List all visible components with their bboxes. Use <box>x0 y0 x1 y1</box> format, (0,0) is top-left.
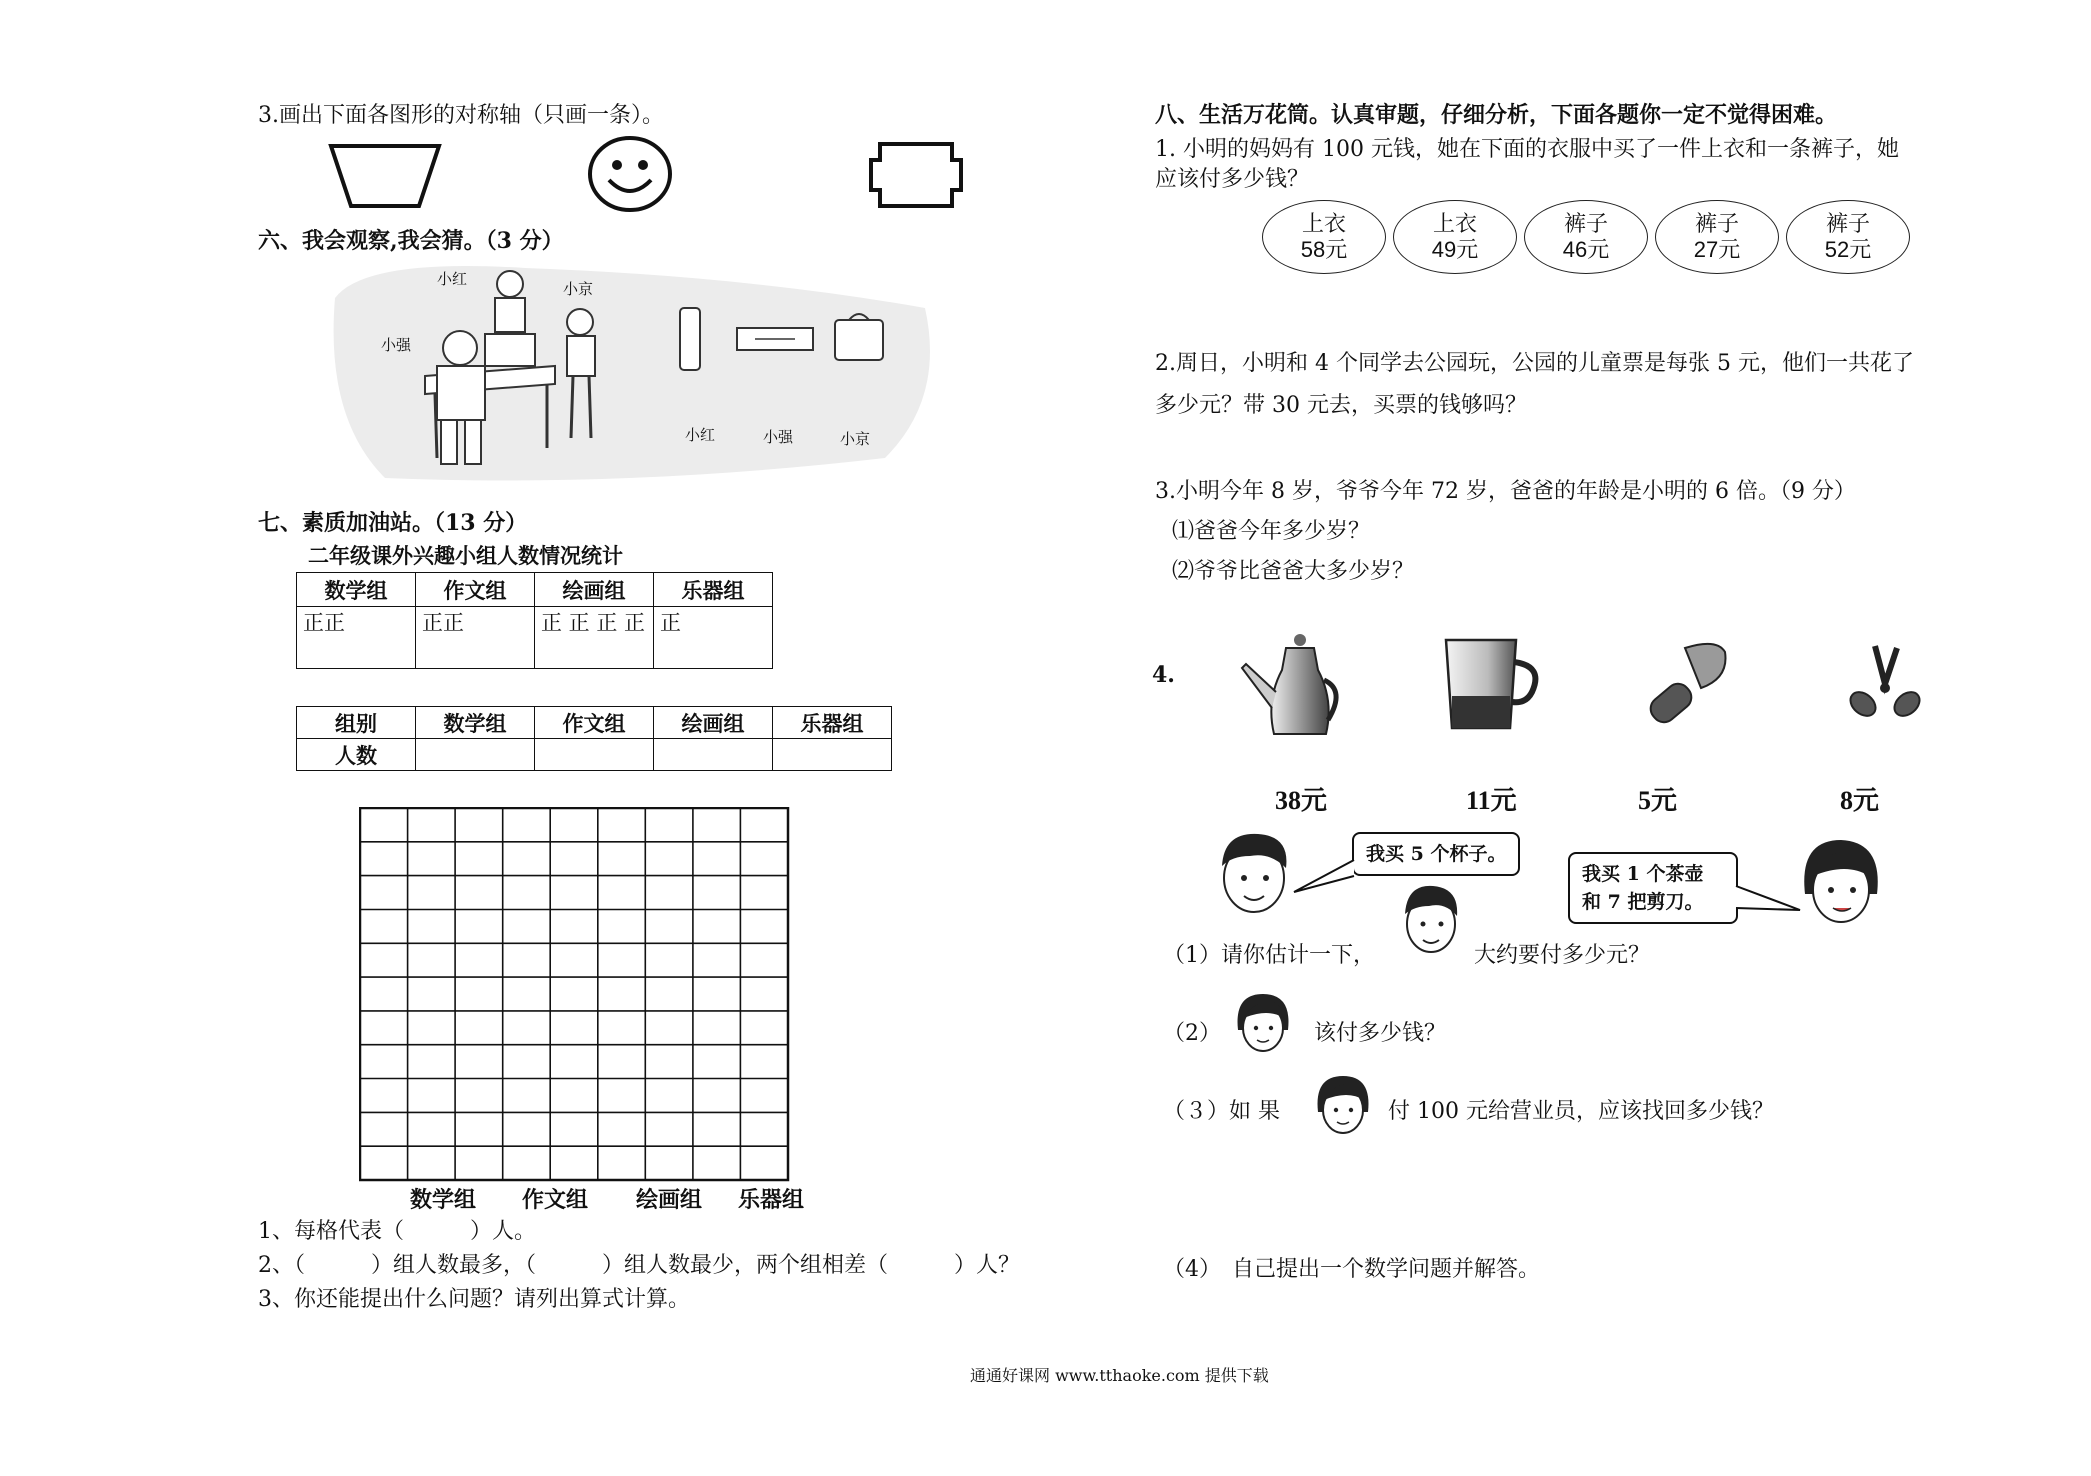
blank-chart-grid[interactable] <box>359 807 791 1183</box>
tally-cell-math: 正正 <box>297 607 416 669</box>
scissors-icon <box>1835 636 1935 736</box>
question-1: 1、每格代表（ ）人。 <box>258 1219 536 1244</box>
footer-credit: 通通好课网 www.tthaoke.com 提供下载 <box>970 1366 1269 1385</box>
problem-4-q4: （4） 自己提出一个数学问题并解答。 <box>1163 1257 1540 1282</box>
q3-title: 3.画出下面各图形的对称轴（只画一条）。 <box>258 103 664 128</box>
label-xiaoqiang: 小强 <box>381 336 412 354</box>
table1-title: 二年级课外兴趣小组人数情况统计 <box>308 543 623 568</box>
problem-4-label: 4. <box>1152 662 1175 688</box>
clothes-name-1: 上衣 <box>1301 211 1346 236</box>
teapot-icon <box>1238 630 1348 740</box>
girl-avatar-small-2 <box>1312 1072 1374 1138</box>
clothes-oval-3 <box>1524 200 1648 274</box>
tally-cell-drawing: 正 正 正 正 <box>535 607 654 669</box>
count-cell-writing[interactable] <box>535 739 654 771</box>
tally-header-drawing: 绘画组 <box>535 573 654 607</box>
clothes-price-5: 52元 <box>1824 237 1872 262</box>
clothes-oval-4 <box>1655 200 1779 274</box>
problem-4-q2-start: （2） <box>1163 1021 1221 1046</box>
speech-tail-girl <box>1734 882 1804 922</box>
item-label-2: 小强 <box>763 428 794 446</box>
problem-3-sub-1: ⑴爸爸今年多少岁？ <box>1172 519 1371 544</box>
price-scissors: 8元 <box>1840 786 1880 815</box>
problem-3-line-1: 3.小明今年 8 岁，爷爷今年 72 岁，爸爸的年龄是小明的 6 倍。（9 分） <box>1155 479 1856 504</box>
speech-girl-line-2: 和 7 把剪刀。 <box>1582 891 1704 913</box>
problem-1-line-1: 1. 小明的妈妈有 100 元钱，她在下面的衣服中买了一件上衣和一条裤子，她 <box>1155 137 1899 162</box>
grid-label-drawing: 绘画组 <box>636 1187 703 1213</box>
count-header-music: 乐器组 <box>773 707 892 739</box>
trapezoid-shape <box>325 138 445 216</box>
cup-icon <box>1440 632 1550 732</box>
speech-tail-boy <box>1290 858 1360 898</box>
question-2: 2、（ ）组人数最多，（ ）组人数最少，两个组相差（ ）人？ <box>258 1253 1020 1278</box>
count-cell-math[interactable] <box>416 739 535 771</box>
item-label-1: 小红 <box>685 426 716 444</box>
cross-shape <box>865 138 967 212</box>
problem-2-line-2: 多少元？带 30 元去，买票的钱够吗？ <box>1155 393 1527 418</box>
count-cell-drawing[interactable] <box>654 739 773 771</box>
grid-label-writing: 作文组 <box>522 1187 589 1213</box>
count-table <box>296 706 892 771</box>
count-header-writing: 作文组 <box>535 707 654 739</box>
boy-avatar <box>1210 826 1298 918</box>
problem-2-line-1: 2.周日，小明和 4 个同学去公园玩，公园的儿童票是每张 5 元，他们一共花了 <box>1155 351 1914 376</box>
item-label-3: 小京 <box>840 430 871 448</box>
speech-bubble-girl <box>1568 852 1738 924</box>
speech-girl-line-1: 我买 1 个茶壶 <box>1582 863 1704 885</box>
problem-4-q1-end: 大约要付多少元？ <box>1474 943 1651 968</box>
clothes-price-2: 49元 <box>1431 237 1479 262</box>
tally-header-math: 数学组 <box>297 573 416 607</box>
problem-1-line-2: 应该付多少钱？ <box>1155 167 1310 192</box>
section-7-title: 七、素质加油站。（13 分） <box>258 510 528 536</box>
tally-header-writing: 作文组 <box>416 573 535 607</box>
count-header-group: 组别 <box>297 707 416 739</box>
problem-4-q3-end: 付 100 元给营业员，应该找回多少钱？ <box>1388 1099 1774 1124</box>
grid-label-music: 乐器组 <box>738 1187 805 1213</box>
clothes-oval-1 <box>1262 200 1386 274</box>
section-8-title: 八、生活万花筒。认真审题，仔细分析，下面各题你一定不觉得困难。 <box>1155 102 1838 128</box>
girl-avatar-small-1 <box>1232 990 1294 1056</box>
clothes-price-4: 27元 <box>1693 237 1741 262</box>
price-cup: 11元 <box>1466 786 1517 815</box>
problem-4-q3-start: （３）如 果 <box>1163 1099 1280 1124</box>
tally-cell-writing: 正正 <box>416 607 535 669</box>
trowel-icon <box>1635 638 1735 738</box>
grid-label-math: 数学组 <box>410 1187 477 1213</box>
label-xiaohong: 小红 <box>437 270 468 288</box>
tally-header-music: 乐器组 <box>654 573 773 607</box>
count-cell-music[interactable] <box>773 739 892 771</box>
problem-4-q1-start: （1）请你估计一下， <box>1163 943 1375 968</box>
clothes-name-3: 裤子 <box>1563 211 1608 236</box>
observation-illustration <box>325 258 945 486</box>
label-xiaojing: 小京 <box>563 280 594 298</box>
count-header-drawing: 绘画组 <box>654 707 773 739</box>
problem-4-q2-end: 该付多少钱？ <box>1314 1021 1447 1046</box>
section-6-title: 六、我会观察,我会猜。（3 分） <box>258 228 564 254</box>
price-trowel: 5元 <box>1638 786 1678 815</box>
clothes-oval-2 <box>1393 200 1517 274</box>
clothes-price-3: 46元 <box>1562 237 1610 262</box>
price-teapot: 38元 <box>1275 786 1328 815</box>
speech-bubble-boy: 我买 5 个杯子。 <box>1352 832 1520 876</box>
clothes-name-2: 上衣 <box>1432 211 1477 236</box>
count-row-label: 人数 <box>297 739 416 771</box>
tally-cell-music: 正 <box>654 607 773 669</box>
clothes-name-5: 裤子 <box>1825 211 1870 236</box>
girl-avatar <box>1795 834 1885 928</box>
clothes-name-4: 裤子 <box>1694 211 1739 236</box>
problem-3-sub-2: ⑵爷爷比爸爸大多少岁？ <box>1172 559 1415 584</box>
count-header-math: 数学组 <box>416 707 535 739</box>
question-3: 3、你还能提出什么问题？请列出算式计算。 <box>258 1287 690 1312</box>
smiley-face-icon <box>585 134 675 214</box>
tally-table <box>296 572 773 669</box>
boy-avatar-small <box>1395 880 1467 960</box>
clothes-oval-5 <box>1786 200 1910 274</box>
clothes-price-1: 58元 <box>1300 237 1348 262</box>
